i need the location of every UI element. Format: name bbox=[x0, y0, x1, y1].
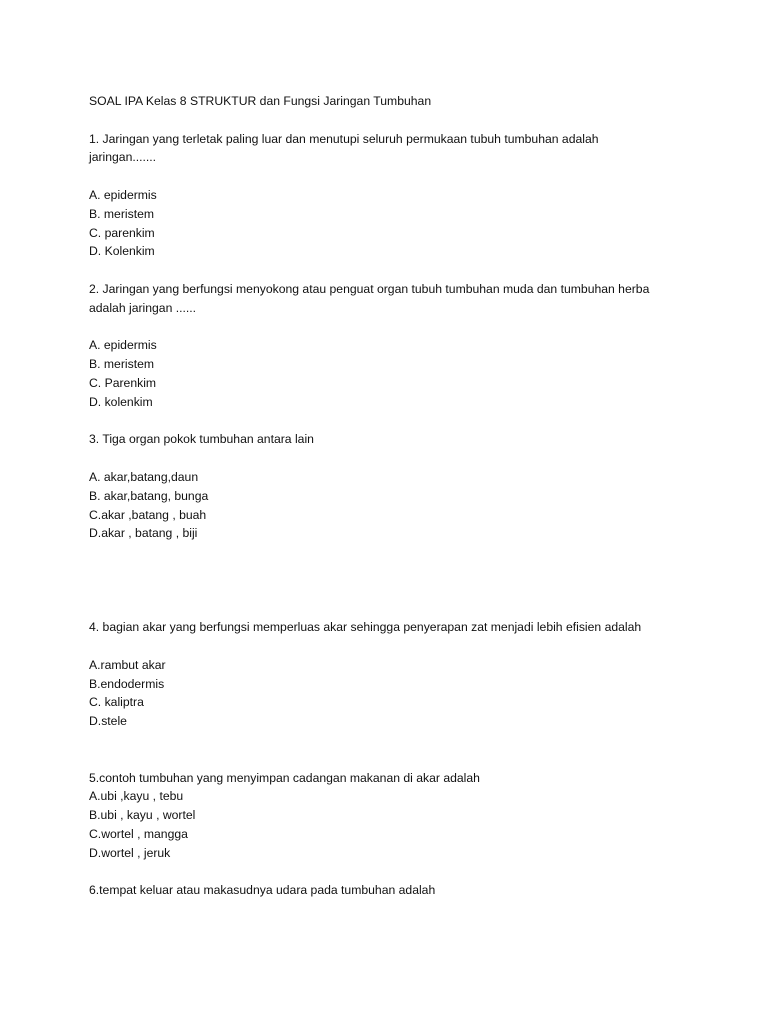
question-5-option-c: C.wortel , mangga bbox=[89, 826, 188, 841]
question-5-option-a: A.ubi ,kayu , tebu bbox=[89, 789, 184, 804]
question-6-text: 6.tempat keluar atau makasudnya udara pada tumbuhan adalah bbox=[89, 883, 436, 898]
spacer bbox=[89, 731, 689, 750]
question-2-option-b: B. meristem bbox=[89, 357, 155, 372]
question-3-option-d: D.akar , batang , biji bbox=[89, 526, 198, 541]
question-1-option-a: A. epidermis bbox=[89, 187, 157, 202]
spacer bbox=[89, 750, 689, 769]
spacer bbox=[89, 412, 689, 431]
question-2-text-cont: adalah jaringan ...... bbox=[89, 300, 197, 315]
question-1-option-b: B. meristem bbox=[89, 206, 155, 221]
question-5-text: 5.contoh tumbuhan yang menyimpan cadangan makanan di akar adalah bbox=[89, 770, 480, 785]
spacer bbox=[89, 862, 689, 881]
question-1-text: 1. Jaringan yang terletak paling luar dan menutupi seluruh permukaan tubuh tumbuhan adalah bbox=[89, 131, 599, 146]
question-3-option-c: C.akar ,batang , buah bbox=[89, 507, 207, 522]
document-body bbox=[89, 92, 689, 900]
question-4-option-d: D.stele bbox=[89, 714, 127, 729]
spacer bbox=[89, 449, 689, 468]
question-2-option-d: D. kolenkim bbox=[89, 394, 153, 409]
question-2-text: 2. Jaringan yang berfungsi menyokong atau penguat organ tubuh tumbuhan muda dan tumbuhan herba bbox=[89, 281, 650, 296]
question-4-text: 4. bagian akar yang berfungsi memperluas akar sehingga penyerapan zat menjadi lebih efisien adalah bbox=[89, 620, 642, 635]
question-4-option-a: A.rambut akar bbox=[89, 657, 166, 672]
spacer bbox=[89, 637, 689, 656]
spacer bbox=[89, 318, 689, 337]
question-5-option-b: B.ubi , kayu , wortel bbox=[89, 808, 196, 823]
spacer bbox=[89, 261, 689, 280]
question-4-option-b: B.endodermis bbox=[89, 676, 165, 691]
question-1-text-cont: jaringan....... bbox=[89, 150, 157, 165]
question-1-option-d: D. Kolenkim bbox=[89, 244, 155, 259]
question-2-option-a: A. epidermis bbox=[89, 338, 157, 353]
question-3-text: 3. Tiga organ pokok tumbuhan antara lain bbox=[89, 432, 314, 447]
question-4-option-c: C. kaliptra bbox=[89, 695, 144, 710]
document-title: SOAL IPA Kelas 8 STRUKTUR dan Fungsi Jaringan Tumbuhan bbox=[89, 94, 432, 108]
spacer bbox=[89, 111, 689, 130]
question-3-option-a: A. akar,batang,daun bbox=[89, 469, 199, 484]
spacer bbox=[89, 167, 689, 186]
question-3-option-b: B. akar,batang, bunga bbox=[89, 488, 209, 503]
question-1-option-c: C. parenkim bbox=[89, 225, 155, 240]
question-2-option-c: C. Parenkim bbox=[89, 375, 157, 390]
spacer-large bbox=[89, 543, 689, 618]
question-5-option-d: D.wortel , jeruk bbox=[89, 845, 171, 860]
